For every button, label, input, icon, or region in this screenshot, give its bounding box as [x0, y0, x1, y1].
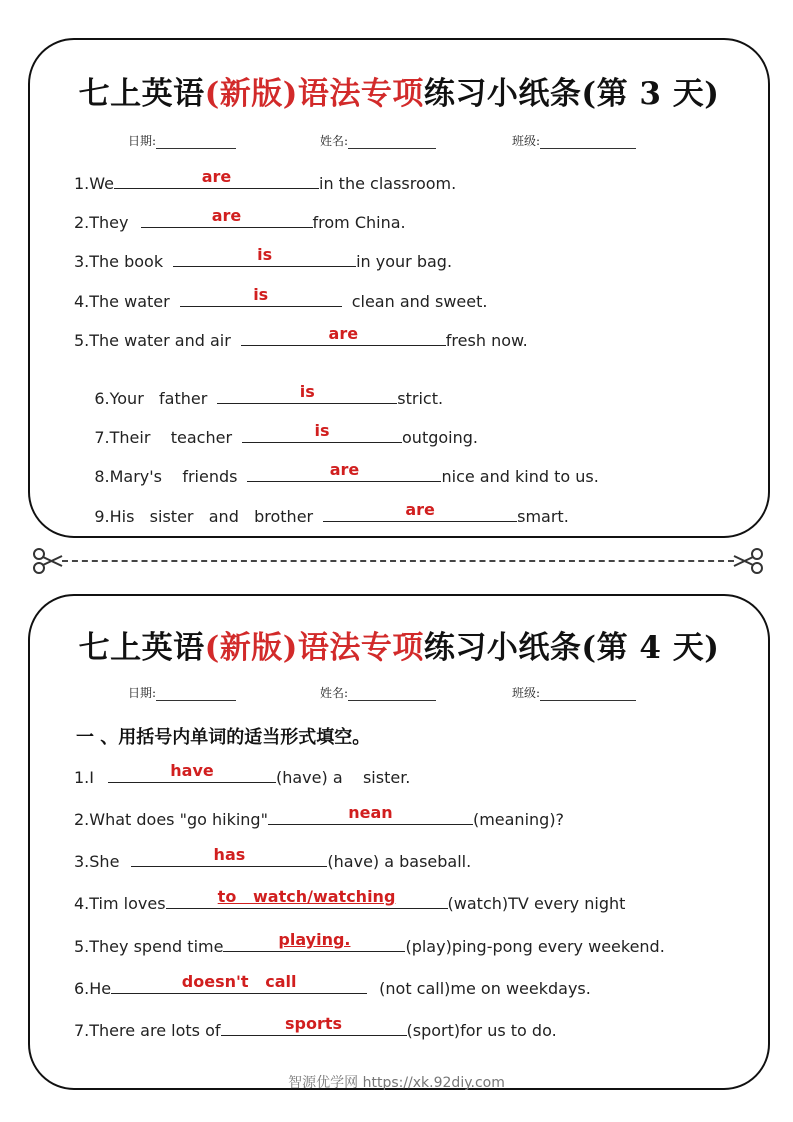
item-rest: strict.	[397, 389, 444, 408]
item-prompt: 2.They	[74, 213, 129, 232]
item-rest: in the classroom.	[319, 174, 457, 193]
name-label: 姓名:	[320, 686, 349, 700]
date-label: 日期:	[128, 686, 157, 700]
class-field[interactable]	[512, 684, 636, 701]
answer-text: is	[253, 285, 269, 304]
exercise-item	[74, 405, 478, 447]
class-field[interactable]	[512, 132, 636, 149]
date-blank[interactable]	[156, 688, 236, 701]
answer-text: playing.	[278, 930, 351, 949]
title-suffix: 练习小纸条(第 3 天)	[423, 76, 720, 112]
exercise-item	[74, 972, 591, 999]
item-rest: (meaning)?	[472, 810, 565, 829]
item-rest: outgoing.	[402, 428, 478, 447]
date-label: 日期:	[128, 134, 157, 148]
item-prompt: 3.She	[74, 852, 120, 871]
exercise-item	[74, 206, 406, 233]
item-rest: smart.	[517, 507, 569, 526]
scissors-right-icon	[732, 546, 764, 576]
answer-blank[interactable]	[242, 421, 402, 443]
section-heading: 一 、用括号内单词的适当形式填空。	[76, 727, 371, 748]
item-rest: (sport)for us to do.	[406, 1021, 557, 1040]
exercise-item	[74, 285, 488, 312]
name-label: 姓名:	[320, 134, 349, 148]
item-rest: in your bag.	[356, 252, 453, 271]
item-prompt: 1.I	[74, 768, 94, 787]
answer-text: is	[299, 382, 315, 401]
answer-text: have	[170, 761, 214, 780]
answer-text: sports	[284, 1014, 343, 1033]
exercise-item	[74, 887, 626, 914]
exercise-item	[74, 845, 472, 872]
date-blank[interactable]	[156, 136, 236, 149]
card-title	[30, 68, 768, 113]
name-blank[interactable]	[348, 688, 436, 701]
item-prompt: 9.His sister and brother	[94, 507, 314, 526]
answer-blank[interactable]	[114, 167, 319, 189]
answer-text: are	[211, 206, 242, 225]
exercise-item	[74, 803, 565, 830]
item-rest: (not call)me on weekdays.	[379, 979, 591, 998]
item-prompt: 6.Your father	[94, 389, 208, 408]
item-prompt: 5.The water and air	[74, 331, 231, 350]
item-rest: (watch)TV every night	[447, 894, 626, 913]
answer-text: to watch/watching	[217, 887, 396, 906]
answer-blank[interactable]	[111, 972, 367, 994]
answer-text: has	[213, 845, 246, 864]
class-blank[interactable]	[540, 136, 636, 149]
answer-text: doesn't call	[181, 972, 297, 991]
answer-text: are	[329, 460, 360, 479]
exercise-item	[74, 930, 665, 957]
answer-blank[interactable]	[131, 845, 327, 867]
exercise-item	[74, 444, 599, 486]
date-field[interactable]	[128, 684, 236, 701]
exercise-item	[74, 245, 453, 272]
item-rest: clean and sweet.	[351, 292, 488, 311]
site-footer[interactable]: 智源优学网 https://xk.92diy.com	[288, 1075, 505, 1091]
exercise-item	[74, 484, 569, 526]
answer-text: are	[328, 324, 359, 343]
title-prefix: 七上英语	[78, 76, 205, 112]
item-prompt: 8.Mary's friends	[94, 467, 238, 486]
answer-text: is	[257, 245, 273, 264]
title-prefix: 七上英语	[78, 630, 205, 666]
answer-text: is	[314, 421, 330, 440]
answer-text: are	[405, 500, 435, 519]
answer-blank[interactable]	[268, 803, 473, 825]
item-rest: fresh now.	[445, 331, 528, 350]
answer-blank[interactable]	[173, 245, 356, 267]
item-prompt: 4.The water	[74, 292, 170, 311]
item-rest: nice and kind to us.	[441, 467, 599, 486]
worksheet-card-day3	[28, 38, 770, 538]
class-blank[interactable]	[540, 688, 636, 701]
scissors-left-icon	[32, 546, 64, 576]
item-prompt: 7.There are lots of	[74, 1021, 221, 1040]
answer-blank[interactable]	[323, 500, 517, 522]
item-prompt: 4.Tim loves	[74, 894, 166, 913]
exercise-item	[74, 167, 457, 194]
answer-blank[interactable]	[223, 930, 405, 952]
title-highlight: (新版)语法专项	[204, 630, 424, 666]
title-highlight: (新版)语法专项	[204, 76, 424, 112]
item-prompt: 1.We	[74, 174, 114, 193]
item-rest: (play)ping-pong every weekend.	[405, 937, 665, 956]
answer-blank[interactable]	[221, 1014, 407, 1036]
exercise-item	[74, 761, 411, 788]
class-label: 班级:	[512, 686, 541, 700]
exercise-item	[74, 1014, 557, 1041]
answer-blank[interactable]	[241, 324, 446, 346]
answer-text: nean	[348, 803, 393, 822]
answer-blank[interactable]	[141, 206, 313, 228]
name-field[interactable]	[320, 132, 436, 149]
item-prompt: 2.What does "go hiking"	[74, 810, 268, 829]
answer-blank[interactable]	[166, 887, 448, 909]
item-prompt: 5.They spend time	[74, 937, 224, 956]
exercise-item	[74, 366, 444, 408]
class-label: 班级:	[512, 134, 541, 148]
info-fields	[30, 684, 768, 704]
item-rest: (have) a sister.	[275, 768, 411, 787]
cut-line	[62, 560, 734, 562]
name-blank[interactable]	[348, 136, 436, 149]
name-field[interactable]	[320, 684, 436, 701]
item-rest: (have) a baseball.	[327, 852, 472, 871]
answer-blank[interactable]	[217, 382, 397, 404]
info-fields	[30, 132, 768, 152]
item-rest: from China.	[312, 213, 406, 232]
answer-blank[interactable]	[180, 285, 342, 307]
item-prompt: 6.He	[74, 979, 112, 998]
title-suffix: 练习小纸条(第 4 天)	[423, 630, 720, 666]
item-prompt: 3.The book	[74, 252, 164, 271]
answer-text: are	[201, 167, 232, 186]
card-title	[30, 622, 768, 667]
answer-blank[interactable]	[108, 761, 276, 783]
item-prompt: 7.Their teacher	[94, 428, 233, 447]
exercise-item	[74, 324, 528, 351]
worksheet-card-day4	[28, 594, 770, 1090]
answer-blank[interactable]	[247, 460, 441, 482]
date-field[interactable]	[128, 132, 236, 149]
